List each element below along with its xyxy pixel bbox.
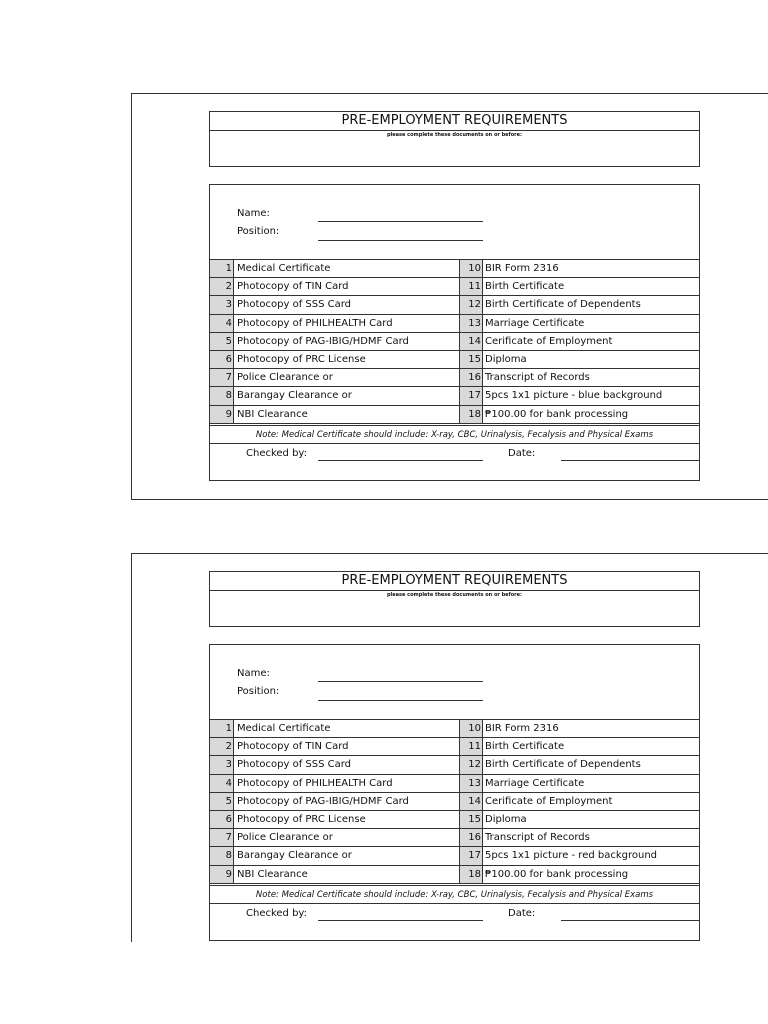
table-row: [210, 369, 699, 387]
item-label: NBI Clearance: [237, 408, 308, 420]
item-label: Cerificate of Employment: [485, 335, 613, 347]
item-number: 14: [459, 793, 483, 810]
item-number: 2: [210, 738, 234, 755]
item-label: Photocopy of PAG-IBIG/HDMF Card: [237, 795, 409, 807]
item-number: 2: [210, 278, 234, 295]
item-number: 9: [210, 866, 234, 883]
requirements-table: [210, 719, 699, 884]
position-field[interactable]: [318, 688, 483, 701]
item-label: Birth Certificate of Dependents: [485, 299, 641, 311]
item-number: 10: [459, 720, 483, 737]
item-number: 3: [210, 756, 234, 773]
item-number: 7: [210, 369, 234, 386]
item-number: 18: [459, 406, 483, 423]
item-number: 9: [210, 406, 234, 423]
item-label: Marriage Certificate: [485, 777, 585, 789]
table-row: [210, 315, 699, 333]
name-field[interactable]: [318, 669, 483, 682]
item-label: Transcript of Records: [485, 832, 590, 844]
table-row: [210, 333, 699, 351]
item-number: 6: [210, 351, 234, 368]
position-field[interactable]: [318, 228, 483, 241]
name-label: Name:: [237, 668, 270, 679]
item-label: Photocopy of TIN Card: [237, 281, 349, 293]
date-field[interactable]: [561, 448, 700, 461]
item-number: 18: [459, 866, 483, 883]
table-row: [210, 829, 699, 847]
table-row: [210, 847, 699, 865]
checked-by-label: Checked by:: [246, 908, 307, 919]
item-label: BIR Form 2316: [485, 263, 559, 274]
item-label: Police Clearance or: [237, 372, 333, 384]
item-number: 11: [459, 738, 483, 755]
item-number: 8: [210, 847, 234, 864]
medical-note: Note: Medical Certificate should include: X-ray, CBC, Urinalysis, Fecalysis and Physical Exams: [255, 430, 654, 440]
item-label: Diploma: [485, 353, 527, 365]
item-number: 13: [459, 775, 483, 792]
form-header: [209, 111, 700, 167]
item-label: 5pcs 1x1 picture - red background: [485, 850, 658, 862]
table-row: [210, 775, 699, 793]
date-label: Date:: [508, 448, 536, 459]
table-row: [210, 866, 699, 884]
table-row: [210, 793, 699, 811]
item-number: 13: [459, 315, 483, 332]
item-label: Photocopy of PHILHEALTH Card: [237, 777, 393, 789]
table-row: [210, 296, 699, 314]
item-number: 11: [459, 278, 483, 295]
date-field[interactable]: [561, 908, 700, 921]
position-label: Position:: [237, 226, 280, 237]
item-label: Transcript of Records: [485, 372, 590, 384]
item-number: 1: [210, 720, 234, 737]
form-body: [209, 184, 700, 481]
checked-by-field[interactable]: [318, 908, 483, 921]
item-number: 5: [210, 793, 234, 810]
item-number: 14: [459, 333, 483, 350]
table-row: [210, 720, 699, 738]
item-number: 15: [459, 351, 483, 368]
note-divider: [210, 443, 699, 444]
item-number: 16: [459, 829, 483, 846]
form-header: [209, 571, 700, 627]
item-label: 5pcs 1x1 picture - blue background: [485, 390, 663, 402]
item-number: 3: [210, 296, 234, 313]
item-label: ₱100.00 for bank processing: [485, 408, 629, 420]
item-number: 16: [459, 369, 483, 386]
date-label: Date:: [508, 908, 536, 919]
table-row: [210, 756, 699, 774]
note-divider: [210, 903, 699, 904]
form-subtitle: please complete these documents on or before:: [386, 132, 523, 138]
name-field[interactable]: [318, 209, 483, 222]
table-row: [210, 406, 699, 424]
item-number: 12: [459, 756, 483, 773]
note-divider: [210, 425, 699, 426]
table-row: [210, 738, 699, 756]
table-row: [210, 260, 699, 278]
item-number: 15: [459, 811, 483, 828]
item-number: 7: [210, 829, 234, 846]
position-label: Position:: [237, 686, 280, 697]
table-row: [210, 278, 699, 296]
item-label: Police Clearance or: [237, 832, 333, 844]
checked-by-label: Checked by:: [246, 448, 307, 459]
item-number: 5: [210, 333, 234, 350]
item-label: Birth Certificate: [485, 281, 565, 293]
item-number: 4: [210, 775, 234, 792]
item-label: Birth Certificate of Dependents: [485, 759, 641, 771]
requirements-table: [210, 259, 699, 424]
item-label: ₱100.00 for bank processing: [485, 868, 629, 880]
form-subtitle: please complete these documents on or before:: [386, 592, 523, 598]
item-label: Photocopy of PRC License: [237, 353, 366, 365]
item-number: 17: [459, 847, 483, 864]
item-number: 6: [210, 811, 234, 828]
item-label: Photocopy of SSS Card: [237, 299, 352, 311]
item-label: Barangay Clearance or: [237, 390, 352, 402]
item-number: 4: [210, 315, 234, 332]
item-label: Photocopy of SSS Card: [237, 759, 352, 771]
item-label: Photocopy of PHILHEALTH Card: [237, 317, 393, 329]
item-label: NBI Clearance: [237, 868, 308, 880]
item-label: Photocopy of PAG-IBIG/HDMF Card: [237, 335, 409, 347]
form-title: PRE-EMPLOYMENT REQUIREMENTS: [210, 572, 699, 591]
item-label: Medical Certificate: [237, 723, 331, 734]
table-row: [210, 351, 699, 369]
item-label: BIR Form 2316: [485, 723, 559, 734]
item-label: Cerificate of Employment: [485, 795, 613, 807]
item-label: Medical Certificate: [237, 263, 331, 274]
item-label: Barangay Clearance or: [237, 850, 352, 862]
item-label: Birth Certificate: [485, 741, 565, 753]
item-label: Marriage Certificate: [485, 317, 585, 329]
item-label: Photocopy of TIN Card: [237, 741, 349, 753]
form-title: PRE-EMPLOYMENT REQUIREMENTS: [210, 112, 699, 131]
item-number: 12: [459, 296, 483, 313]
table-row: [210, 387, 699, 405]
name-label: Name:: [237, 208, 270, 219]
table-row: [210, 811, 699, 829]
item-number: 1: [210, 260, 234, 277]
note-divider: [210, 885, 699, 886]
item-label: Diploma: [485, 813, 527, 825]
item-number: 8: [210, 387, 234, 404]
form-body: [209, 644, 700, 941]
item-label: Photocopy of PRC License: [237, 813, 366, 825]
item-number: 10: [459, 260, 483, 277]
item-number: 17: [459, 387, 483, 404]
checked-by-field[interactable]: [318, 448, 483, 461]
medical-note: Note: Medical Certificate should include: X-ray, CBC, Urinalysis, Fecalysis and Physical Exams: [255, 890, 654, 900]
